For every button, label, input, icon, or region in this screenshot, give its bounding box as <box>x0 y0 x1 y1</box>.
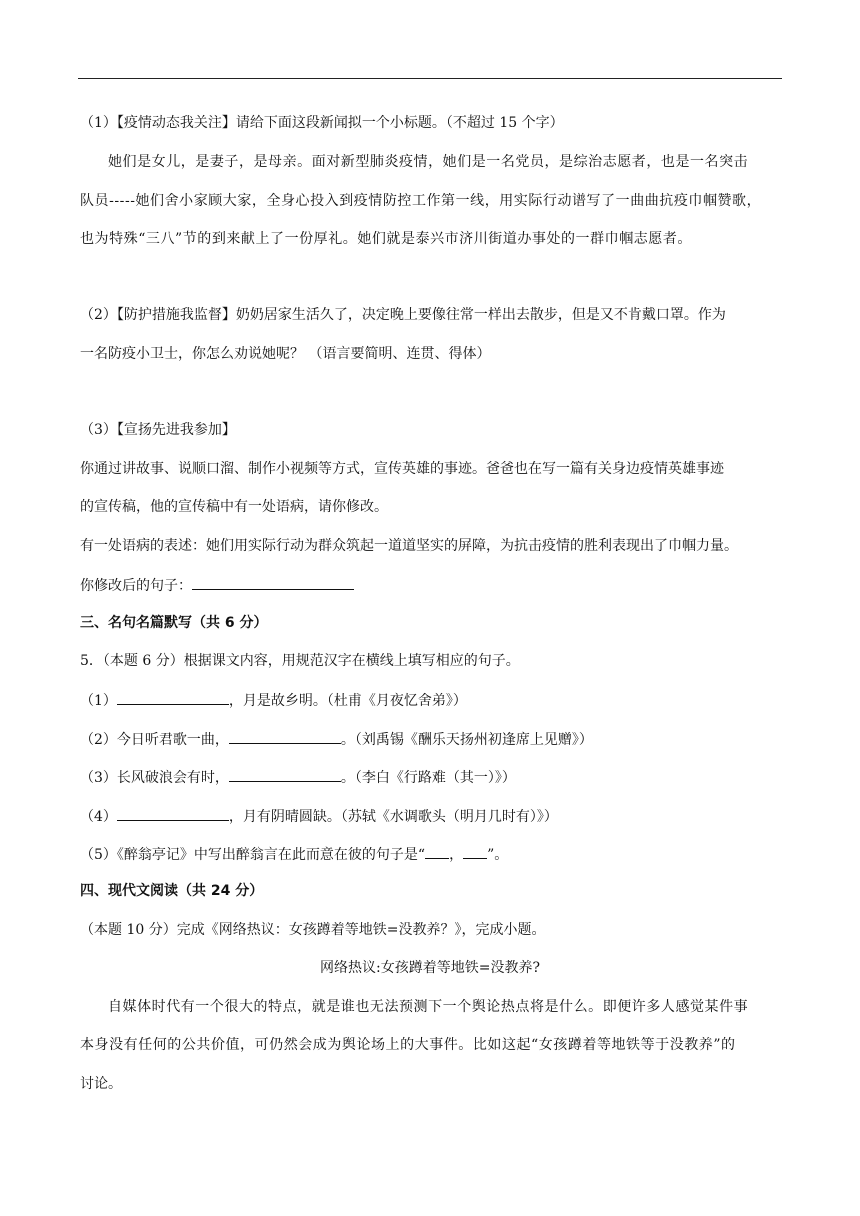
q5-item-4 <box>80 805 558 827</box>
q2-line-2: 一名防疫小卫士，你怎么劝说她呢？ （语言要简明、连贯、得体） <box>80 346 491 362</box>
q5-item-1 <box>80 689 467 711</box>
q3-title: （3）【宣扬先进我参加】 <box>80 422 236 438</box>
q5-item-5-post: ”。 <box>487 847 509 863</box>
q2-line-1: （2）【防护措施我监督】奶奶居家生活久了，决定晚上要像往常一样出去散步，但是又不肯戴口罩。作为 <box>80 307 726 323</box>
article-para-line-3: 讨论。 <box>80 1076 122 1092</box>
q3-line-3: 有一处语病的表述：她们用实际行动为群众筑起一道道坚实的屏障，为抗击疫情的胜利表现出了巾帼力量。 <box>80 538 738 554</box>
section-3-heading: 三、名句名篇默写（共 6 分） <box>80 615 268 631</box>
q5-item-5-blank-b[interactable] <box>463 843 487 859</box>
q5-item-1-blank[interactable] <box>117 689 229 705</box>
q1-news-line-1: 她们是女儿，是妻子，是母亲。面对新型肺炎疫情，她们是一名党员，是综治志愿者，也是一名突击 <box>108 154 749 170</box>
article-para-line-2: 本身没有任何的公共价值，可仍然会成为舆论场上的大事件。比如这起“女孩蹲着等地铁等于没教养”的 <box>80 1037 736 1053</box>
q5-item-2-pre: （2）今日听君歌一曲， <box>80 732 229 748</box>
q5-item-4-post: ，月有阴晴圆缺。（苏轼《水调歌头（明月几时有）》） <box>228 809 558 825</box>
header-rule <box>78 78 782 79</box>
q5-item-3-blank[interactable] <box>229 766 341 782</box>
q5-item-4-blank[interactable] <box>117 805 229 821</box>
q5-item-2 <box>80 728 593 750</box>
q5-item-4-pre: （4） <box>80 809 117 825</box>
q3-answer-blank[interactable] <box>192 574 354 590</box>
q5-item-3 <box>80 766 516 788</box>
q5-item-1-pre: （1） <box>80 693 117 709</box>
q5-item-5-mid: ， <box>449 847 464 863</box>
q5-prompt: 5．（本题 6 分）根据课文内容，用规范汉字在横线上填写相应的句子。 <box>80 653 520 669</box>
q3-answer-line <box>80 574 354 596</box>
article-para-line-1: 自媒体时代有一个很大的特点，就是谁也无法预测下一个舆论热点将是什么。即便许多人感觉某件事 <box>108 999 749 1015</box>
q5-item-5-pre: （5）《醉翁亭记》中写出醉翁言在此而意在彼的句子是“ <box>80 847 426 863</box>
q1-news-line-3: 也为特殊“三八”节的到来献上了一份厚礼。她们就是泰兴市济川街道办事处的一群巾帼志愿者。 <box>80 231 692 247</box>
q3-line-1: 你通过讲故事、说顺口溜、制作小视频等方式，宣传英雄的事迹。爸爸也在写一篇有关身边疫情英雄事迹 <box>80 461 724 477</box>
q5-item-3-post: 。（李白《行路难（其一）》） <box>340 770 516 786</box>
q5-item-3-pre: （3）长风破浪会有时， <box>80 770 229 786</box>
q5-item-5 <box>80 843 508 865</box>
q1-news-line-2: 队员-----她们舍小家顾大家，全身心投入到疫情防控工作第一线，用实际行动谱写了一曲曲抗疫巾帼赞歌， <box>80 193 762 209</box>
section-4-heading: 四、现代文阅读（共 24 分） <box>80 883 264 899</box>
q3-answer-label: 你修改后的句子： <box>80 578 192 594</box>
q1-prompt: （1）【疫情动态我关注】请给下面这段新闻拟一个小标题。（不超过 15 个字） <box>80 115 564 131</box>
q5-item-2-blank[interactable] <box>229 728 341 744</box>
q5-item-5-blank-a[interactable] <box>425 843 449 859</box>
q5-item-2-post: 。（刘禹锡《酬乐天扬州初逢席上见赠》） <box>340 732 593 748</box>
article-title: 网络热议:女孩蹲着等地铁=没教养? <box>320 960 540 976</box>
q5-item-1-post: ，月是故乡明。（杜甫《月夜忆舍弟》） <box>228 693 467 709</box>
q3-line-2: 的宣传稿，他的宣传稿中有一处语病，请你修改。 <box>80 499 388 515</box>
section-4-intro: （本题 10 分）完成《网络热议：女孩蹲着等地铁=没教养？》，完成小题。 <box>80 922 546 938</box>
